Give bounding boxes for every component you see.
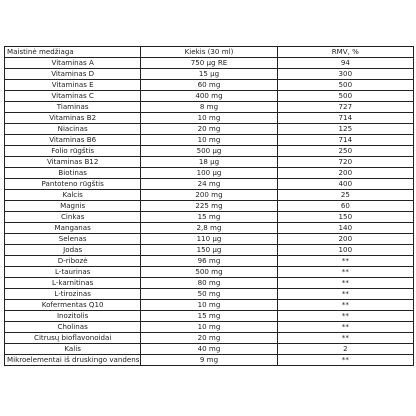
table-row bbox=[5, 124, 414, 135]
table-row bbox=[5, 344, 414, 355]
nutrient-cell: L-tirozinas bbox=[5, 289, 141, 300]
rmv-cell: 200 bbox=[277, 168, 413, 179]
nutrient-cell: Manganas bbox=[5, 223, 141, 234]
table-row bbox=[5, 157, 414, 168]
rmv-cell: 714 bbox=[277, 113, 413, 124]
rmv-cell: 125 bbox=[277, 124, 413, 135]
amount-cell: 15 mg bbox=[141, 212, 277, 223]
table-row bbox=[5, 333, 414, 344]
rmv-cell: 140 bbox=[277, 223, 413, 234]
table-body bbox=[5, 58, 414, 366]
rmv-cell: ** bbox=[277, 311, 413, 322]
rmv-cell: 150 bbox=[277, 212, 413, 223]
rmv-cell: 500 bbox=[277, 91, 413, 102]
amount-cell: 500 μg bbox=[141, 146, 277, 157]
nutrient-cell: L-taurinas bbox=[5, 267, 141, 278]
amount-cell: 2,8 mg bbox=[141, 223, 277, 234]
nutrient-cell: Niacinas bbox=[5, 124, 141, 135]
rmv-cell: ** bbox=[277, 278, 413, 289]
nutrition-table bbox=[4, 46, 414, 366]
rmv-cell: 400 bbox=[277, 179, 413, 190]
table-row bbox=[5, 179, 414, 190]
table-row bbox=[5, 256, 414, 267]
amount-cell: 200 mg bbox=[141, 190, 277, 201]
nutrient-cell: Vitaminas B12 bbox=[5, 157, 141, 168]
table-row bbox=[5, 135, 414, 146]
rmv-cell: 94 bbox=[277, 58, 413, 69]
table-row bbox=[5, 278, 414, 289]
nutrient-cell: Cholinas bbox=[5, 322, 141, 333]
rmv-cell: 25 bbox=[277, 190, 413, 201]
rmv-cell: 714 bbox=[277, 135, 413, 146]
rmv-cell: 60 bbox=[277, 201, 413, 212]
table-row bbox=[5, 113, 414, 124]
amount-cell: 750 μg RE bbox=[141, 58, 277, 69]
rmv-cell: 720 bbox=[277, 157, 413, 168]
table-row bbox=[5, 58, 414, 69]
nutrient-cell: Jodas bbox=[5, 245, 141, 256]
nutrient-cell: Magnis bbox=[5, 201, 141, 212]
amount-cell: 60 mg bbox=[141, 80, 277, 91]
rmv-cell: 100 bbox=[277, 245, 413, 256]
nutrient-cell: Mikroelementai iš druskingo vandens bbox=[5, 355, 141, 366]
amount-cell: 50 mg bbox=[141, 289, 277, 300]
amount-cell: 10 mg bbox=[141, 300, 277, 311]
table-row bbox=[5, 91, 414, 102]
amount-cell: 24 mg bbox=[141, 179, 277, 190]
amount-cell: 10 mg bbox=[141, 135, 277, 146]
rmv-cell: ** bbox=[277, 322, 413, 333]
table-row bbox=[5, 212, 414, 223]
rmv-cell: 300 bbox=[277, 69, 413, 80]
amount-cell: 500 mg bbox=[141, 267, 277, 278]
table-row bbox=[5, 168, 414, 179]
table-row bbox=[5, 300, 414, 311]
amount-cell: 20 mg bbox=[141, 124, 277, 135]
nutrient-cell: Kalis bbox=[5, 344, 141, 355]
rmv-cell: ** bbox=[277, 300, 413, 311]
amount-cell: 8 mg bbox=[141, 102, 277, 113]
nutrient-cell: Biotinas bbox=[5, 168, 141, 179]
nutrient-cell: D-ribozė bbox=[5, 256, 141, 267]
amount-cell: 9 mg bbox=[141, 355, 277, 366]
nutrient-cell: Vitaminas D bbox=[5, 69, 141, 80]
table-row bbox=[5, 102, 414, 113]
table-row bbox=[5, 245, 414, 256]
table-row bbox=[5, 234, 414, 245]
rmv-cell: ** bbox=[277, 256, 413, 267]
rmv-cell: 500 bbox=[277, 80, 413, 91]
header-amount: Kiekis (30 ml) bbox=[141, 47, 277, 58]
nutrient-cell: Vitaminas B6 bbox=[5, 135, 141, 146]
amount-cell: 20 mg bbox=[141, 333, 277, 344]
table-row bbox=[5, 322, 414, 333]
amount-cell: 10 mg bbox=[141, 322, 277, 333]
nutrient-cell: Tiaminas bbox=[5, 102, 141, 113]
nutrient-cell: Pantoteno rūgštis bbox=[5, 179, 141, 190]
nutrition-document bbox=[4, 46, 414, 366]
table-row bbox=[5, 69, 414, 80]
table-row bbox=[5, 201, 414, 212]
rmv-cell: 200 bbox=[277, 234, 413, 245]
nutrient-cell: Kofermentas Q10 bbox=[5, 300, 141, 311]
nutrient-cell: Vitaminas B2 bbox=[5, 113, 141, 124]
table-row bbox=[5, 223, 414, 234]
nutrient-cell: Inozitolis bbox=[5, 311, 141, 322]
nutrient-cell: Selenas bbox=[5, 234, 141, 245]
amount-cell: 40 mg bbox=[141, 344, 277, 355]
rmv-cell: 727 bbox=[277, 102, 413, 113]
amount-cell: 15 mg bbox=[141, 311, 277, 322]
table-row bbox=[5, 355, 414, 366]
table-row bbox=[5, 289, 414, 300]
amount-cell: 10 mg bbox=[141, 113, 277, 124]
rmv-cell: ** bbox=[277, 289, 413, 300]
header-nutrient: Maistinė medžiaga bbox=[5, 47, 141, 58]
rmv-cell: ** bbox=[277, 355, 413, 366]
nutrient-cell: Vitaminas A bbox=[5, 58, 141, 69]
amount-cell: 80 mg bbox=[141, 278, 277, 289]
table-row bbox=[5, 80, 414, 91]
nutrient-cell: Vitaminas C bbox=[5, 91, 141, 102]
header-rmv: RMV, % bbox=[277, 47, 413, 58]
table-row bbox=[5, 190, 414, 201]
nutrient-cell: Cinkas bbox=[5, 212, 141, 223]
nutrient-cell: L-karnitinas bbox=[5, 278, 141, 289]
nutrient-cell: Citrusų bioflavonoidai bbox=[5, 333, 141, 344]
table-row bbox=[5, 267, 414, 278]
table-header-row bbox=[5, 47, 414, 58]
amount-cell: 15 μg bbox=[141, 69, 277, 80]
rmv-cell: ** bbox=[277, 333, 413, 344]
amount-cell: 110 μg bbox=[141, 234, 277, 245]
rmv-cell: 250 bbox=[277, 146, 413, 157]
nutrient-cell: Folio rūgštis bbox=[5, 146, 141, 157]
amount-cell: 400 mg bbox=[141, 91, 277, 102]
table-row bbox=[5, 311, 414, 322]
amount-cell: 100 μg bbox=[141, 168, 277, 179]
nutrient-cell: Kalcis bbox=[5, 190, 141, 201]
rmv-cell: ** bbox=[277, 267, 413, 278]
amount-cell: 18 μg bbox=[141, 157, 277, 168]
nutrient-cell: Vitaminas E bbox=[5, 80, 141, 91]
rmv-cell: 2 bbox=[277, 344, 413, 355]
table-row bbox=[5, 146, 414, 157]
amount-cell: 225 mg bbox=[141, 201, 277, 212]
amount-cell: 96 mg bbox=[141, 256, 277, 267]
amount-cell: 150 μg bbox=[141, 245, 277, 256]
